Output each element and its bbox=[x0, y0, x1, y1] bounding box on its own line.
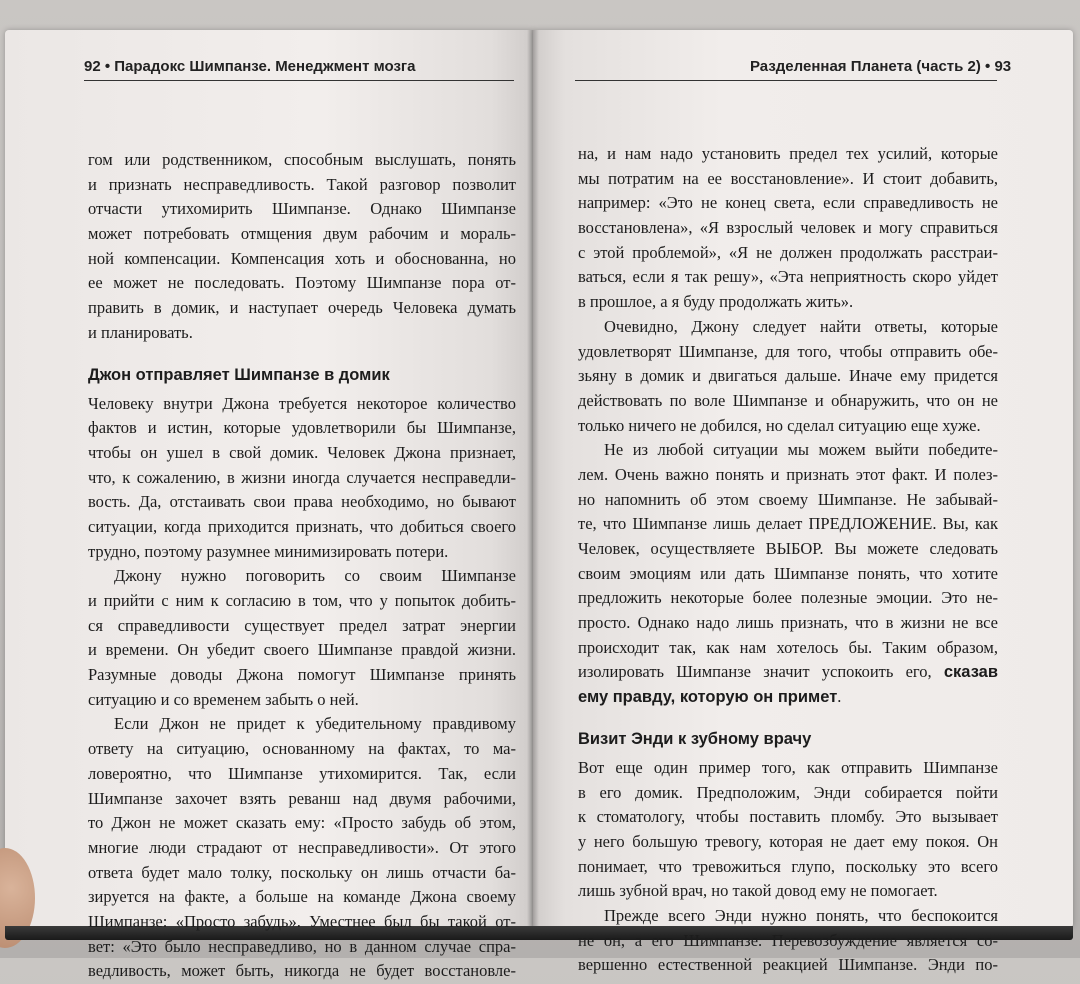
text-line: с этой проблемой», «Я не должен продолжать расстраи- bbox=[578, 242, 998, 262]
text-line: и планировать. bbox=[88, 322, 193, 342]
text-line: ситуации, когда приходится признать, что добиться своего bbox=[88, 516, 516, 536]
text-line: что, к сожалению, в жизни иногда случается несправедли- bbox=[88, 467, 516, 487]
text-line: в его домик. Предположим, Энди собирается пойти bbox=[578, 782, 998, 802]
section-heading: Джон отправляет Шимпанзе в домик bbox=[88, 365, 390, 384]
text-line: вершенно естественной реакцией Шимпанзе. Энди по- bbox=[578, 955, 998, 975]
text-span: изолировать Шимпанзе значит успокоить его, bbox=[578, 662, 932, 682]
left-text-column bbox=[88, 148, 516, 984]
text-line: ее может не последовать. Поэтому Шимпанзе пора от- bbox=[88, 273, 516, 293]
text-line: на, и нам надо установить предел тех усилий, которые bbox=[578, 144, 998, 163]
text-line: Вот еще один пример того, как отправить Шимпанзе bbox=[578, 757, 998, 777]
text-line: к стоматологу, чтобы поставить пломбу. Это вызывает bbox=[578, 807, 998, 827]
text-line: Человек, осуществляете ВЫБОР. Вы можете следовать bbox=[578, 539, 998, 558]
text-line: Джону нужно поговорить со своим Шимпанзе bbox=[114, 566, 516, 586]
text-line: Если Джон не придет к убедительному правдивому bbox=[114, 714, 516, 734]
right-running-header: Разделенная Планета (часть 2) • 93 bbox=[750, 58, 1012, 75]
text-line: у него большую тревогу, которая не дает ему покоя. Он bbox=[578, 831, 998, 851]
text-line: только ничего не добился, но сделал ситуацию еще хуже. bbox=[578, 415, 981, 435]
text-line: ной компенсации. Компенсация хоть и обоснованна, но bbox=[88, 248, 516, 268]
text-line: ваться, если я так решу», «Эта неприятность скоро уйдет bbox=[578, 267, 998, 287]
text-line: чтобы он ушел в свой домик. Человек Джона признает, bbox=[88, 442, 516, 462]
text-line: фактов и истин, которые удовлетворили бы Шимпанзе, bbox=[88, 418, 516, 438]
text-span: . bbox=[837, 687, 842, 707]
text-line: восстановлена», «Я взрослый человек и могу справиться bbox=[578, 218, 998, 238]
text-line: ответу на ситуацию, основанному на фактах, то ма- bbox=[88, 739, 516, 759]
text-line: мы потратим на ее восстановление». И стоит добавить, bbox=[578, 168, 998, 188]
text-line: Шимпанзе захочет взять реванш над двумя рабочими, bbox=[88, 788, 516, 808]
text-line: может потребовать отмщения двум рабочим и мораль- bbox=[88, 224, 516, 244]
text-line: зьяну в домик и двигаться дальше. Иначе ему придется bbox=[578, 366, 998, 386]
text-line: Человеку внутри Джона требуется некоторое количество bbox=[88, 393, 516, 413]
right-text-column bbox=[578, 142, 998, 978]
text-line: и прийти с ним к согласию в том, что у попыток добить- bbox=[88, 591, 516, 610]
text-line: Разумные доводы Джона помогут Шимпанзе принять bbox=[88, 665, 516, 685]
text-line: гом или родственником, способным выслушать, понять bbox=[88, 150, 516, 169]
text-line: то Джон не может сказать ему: «Просто забудь об этом, bbox=[88, 813, 516, 833]
text-line: и времени. Он убедит своего Шимпанзе правдой жизни. bbox=[88, 640, 516, 660]
text-line: лем. Очень важно понять и признать этот факт. И полез- bbox=[578, 464, 998, 484]
left-running-header: 92 • Парадокс Шимпанзе. Менеджмент мозга bbox=[84, 58, 416, 75]
text-line: Очевидно, Джону следует найти ответы, которые bbox=[604, 316, 998, 336]
text-line: например: «Это не конец света, если справедливость не bbox=[578, 193, 998, 213]
bold-text: ему правду, которую он примет bbox=[578, 688, 838, 707]
bold-text: сказав bbox=[943, 663, 998, 682]
text-line: ответа будет мало толку, поскольку он лишь отчасти ба- bbox=[88, 862, 516, 882]
text-line: ситуацию и со временем забыть о ней. bbox=[88, 689, 359, 709]
book-spine bbox=[527, 30, 539, 928]
text-line: происходит так, как нам хотелось бы. Таким образом, bbox=[578, 637, 998, 657]
text-line: понимает, что тревожиться глупо, поскольку это всего bbox=[578, 856, 998, 876]
right-header-rule bbox=[575, 80, 997, 81]
text-line: лишь зубной врач, но такой довод ему не помогает. bbox=[578, 881, 938, 901]
text-line bbox=[578, 685, 998, 710]
text-line: и признать несправедливость. Такой разговор позволит bbox=[88, 174, 516, 194]
text-line bbox=[578, 660, 998, 685]
text-line: не он, а его Шимпанзе. Перевозбуждение является со- bbox=[578, 930, 998, 950]
text-line: действовать по воле Шимпанзе и обнаружить, что он не bbox=[578, 390, 998, 410]
text-line: ся справедливости существует предел затрат энергии bbox=[88, 615, 516, 635]
text-line: вет: «Это было несправедливо, но в данном случае спра- bbox=[88, 936, 516, 956]
text-line: Шимпанзе: «Просто забудь». Уместнее был бы такой от- bbox=[88, 911, 516, 931]
text-line: отчасти утихомирить Шимпанзе. Однако Шимпанзе bbox=[88, 199, 516, 219]
text-line: ловероятно, что Шимпанзе утихомирится. Так, если bbox=[88, 763, 516, 783]
text-line: многие люди страдают от несправедливости». От этого bbox=[88, 837, 516, 857]
left-header-rule bbox=[84, 80, 514, 81]
text-line: трудно, поэтому разумнее минимизировать потери. bbox=[88, 541, 449, 561]
text-line: те, что Шимпанзе лишь делает ПРЕДЛОЖЕНИЕ. Вы, как bbox=[578, 514, 998, 534]
text-line: Не из любой ситуации мы можем выйти победите- bbox=[604, 440, 998, 460]
text-line: но напомнить об этом своему Шимпанзе. Не забывай- bbox=[578, 489, 998, 509]
section-heading: Визит Энди к зубному врачу bbox=[578, 729, 812, 748]
text-line: в прошлое, а я буду продолжать жить». bbox=[578, 292, 854, 312]
text-line: предложить некоторые более полезные эмоции. Это не- bbox=[578, 588, 998, 608]
text-line: просто. Однако надо лишь признать, что в жизни не все bbox=[578, 613, 998, 633]
text-line: зируется на факте, а больше на команде Джона своему bbox=[88, 887, 516, 907]
text-line: Прежде всего Энди нужно понять, что беспокоится bbox=[604, 905, 998, 925]
text-line: вость. Да, отстаивать свои права необходимо, но бывают bbox=[88, 492, 516, 512]
text-line: править в домик, и наступает очередь Человека думать bbox=[88, 298, 516, 318]
text-line: удовлетворят Шимпанзе, для того, чтобы отправить обе- bbox=[578, 341, 998, 361]
text-line: своим эмоциям или дать Шимпанзе понять, что хотите bbox=[578, 563, 998, 583]
text-line: ведливость, может быть, никогда не будет восстановле- bbox=[88, 961, 516, 981]
